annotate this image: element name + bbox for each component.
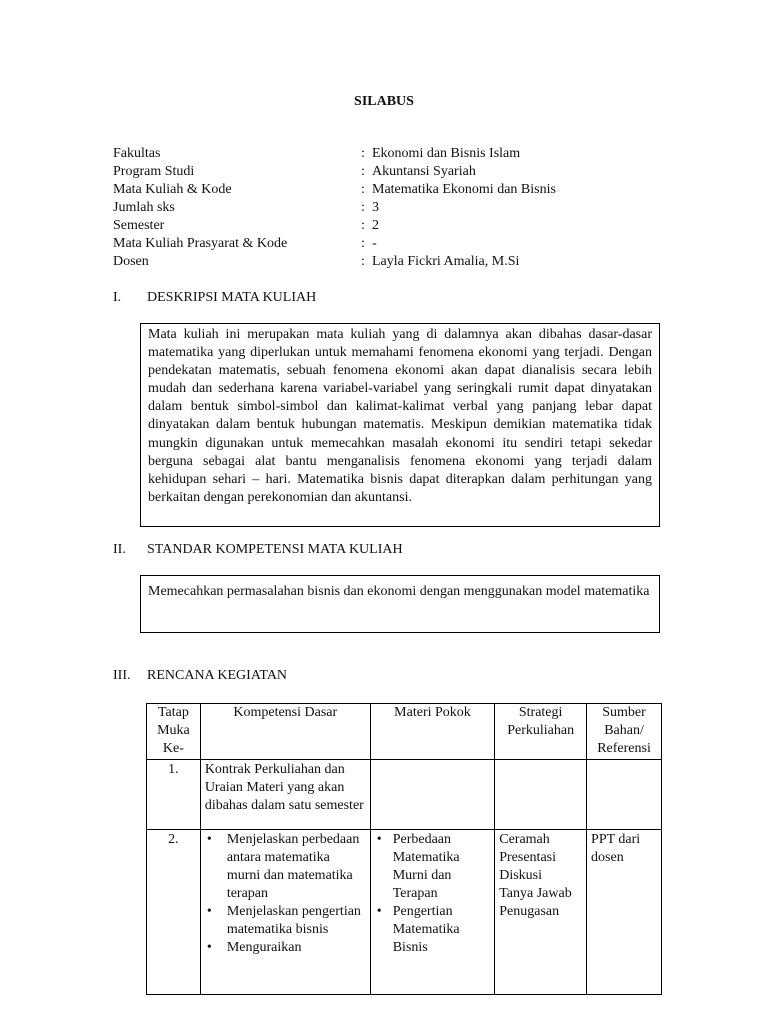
list-item: • Menjelaskan perbedaan antara matematika murni dan matematika terapan: [205, 831, 366, 903]
section-number: III.: [113, 668, 131, 683]
info-value: -: [372, 236, 377, 251]
section-heading-description: [113, 289, 316, 307]
info-row: [113, 235, 673, 253]
info-colon: :: [361, 200, 365, 215]
list-item: • Menjelaskan pengertian matematika bisnis: [205, 903, 366, 939]
info-colon: :: [361, 218, 365, 233]
competency-list: [205, 831, 366, 957]
table-row: [147, 830, 662, 995]
table-row: [147, 760, 662, 830]
info-value: 3: [372, 200, 379, 215]
header-material: Materi Pokok: [370, 704, 495, 760]
section-number: I.: [113, 290, 122, 305]
info-colon: :: [361, 146, 365, 161]
info-value: Akuntansi Syariah: [372, 164, 476, 179]
meeting-number: 2.: [147, 830, 201, 995]
document-title: SILABUS: [354, 94, 414, 109]
meeting-number: 1.: [147, 760, 201, 830]
plan-header-row: [147, 704, 662, 760]
material-list: [375, 831, 491, 957]
info-label: Program Studi: [113, 164, 195, 179]
section-heading-competency: [113, 541, 403, 559]
info-row: [113, 253, 673, 271]
competency-cell: [200, 830, 370, 995]
source-cell: [587, 760, 662, 830]
source-cell: PPT dari dosen: [587, 830, 662, 995]
strategy-cell: [495, 830, 587, 995]
list-item: • Pengertian Matematika Bisnis: [375, 903, 491, 957]
info-row: [113, 199, 673, 217]
info-label: Dosen: [113, 254, 149, 269]
competency-box: Memecahkan permasalahan bisnis dan ekonomi dengan menggunakan model matematika: [140, 575, 660, 633]
info-label: Mata Kuliah & Kode: [113, 182, 232, 197]
strategy-item: Ceramah: [499, 832, 550, 847]
list-item: • Perbedaan Matematika Murni dan Terapan: [375, 831, 491, 903]
info-value: Ekonomi dan Bisnis Islam: [372, 146, 521, 161]
header-meeting: Tatap Muka Ke-: [147, 704, 201, 760]
section-title: STANDAR KOMPETENSI MATA KULIAH: [147, 542, 403, 557]
header-competency: Kompetensi Dasar: [200, 704, 370, 760]
material-cell: [370, 760, 495, 830]
strategy-cell: [495, 760, 587, 830]
info-label: Mata Kuliah Prasyarat & Kode: [113, 236, 288, 251]
info-value: Layla Fickri Amalia, M.Si: [372, 254, 520, 269]
info-colon: :: [361, 254, 365, 269]
section-heading-plan: [113, 667, 287, 685]
info-label: Semester: [113, 218, 165, 233]
description-box: Mata kuliah ini merupakan mata kuliah yang di dalamnya akan dibahas dasar-dasar matematika yang diperlukan untuk memahami fenomena ekonomi yang terjadi. Dengan pendekatan matematis, sebuah fenomena ekonomi akan dapat dianalisis secara lebih mudah dan sederhana karena variabel-variabel yang seringkali rumit dapat dinyatakan dalam bentuk simbol-simbol dan kalimat-kalimat verbal yang panjang lebar dapat dinyatakan dalam bentuk hubungan matematis. Meskipun demikian matematika tidak mungkin digunakan untuk memecahkan masalah ekonomi itu sendiri tetapi sekedar berguna sebagai alat bantu menganalisis fenomena ekonomi yang terjadi dalam kehidupan sehari – hari. Matematika bisnis dapat diterapkan dalam perhitungan yang berkaitan dengan perekonomian dan akuntansi.: [140, 323, 660, 527]
section-number: II.: [113, 542, 126, 557]
info-row: [113, 217, 673, 235]
info-colon: :: [361, 164, 365, 179]
material-cell: [370, 830, 495, 995]
header-strategy: Strategi Perkuliahan: [495, 704, 587, 760]
list-item: • Menguraikan: [205, 939, 366, 957]
info-label: Jumlah sks: [113, 200, 175, 215]
strategy-item: Diskusi: [499, 868, 543, 883]
strategy-item: Presentasi: [499, 850, 556, 865]
strategy-item: Penugasan: [499, 904, 560, 919]
info-value: 2: [372, 218, 379, 233]
plan-table: [146, 703, 662, 995]
info-row: [113, 163, 673, 181]
info-row: [113, 181, 673, 199]
info-value: Matematika Ekonomi dan Bisnis: [372, 182, 556, 197]
strategy-item: Tanya Jawab: [499, 886, 572, 901]
info-label: Fakultas: [113, 146, 161, 161]
section-title: DESKRIPSI MATA KULIAH: [147, 290, 317, 305]
section-title: RENCANA KEGIATAN: [147, 668, 288, 683]
course-info-table: [113, 145, 673, 271]
info-row: [113, 145, 673, 163]
header-source: Sumber Bahan/ Referensi: [587, 704, 662, 760]
info-colon: :: [361, 182, 365, 197]
competency-cell: Kontrak Perkuliahan dan Uraian Materi yang akan dibahas dalam satu semester: [200, 760, 370, 830]
info-colon: :: [361, 236, 365, 251]
